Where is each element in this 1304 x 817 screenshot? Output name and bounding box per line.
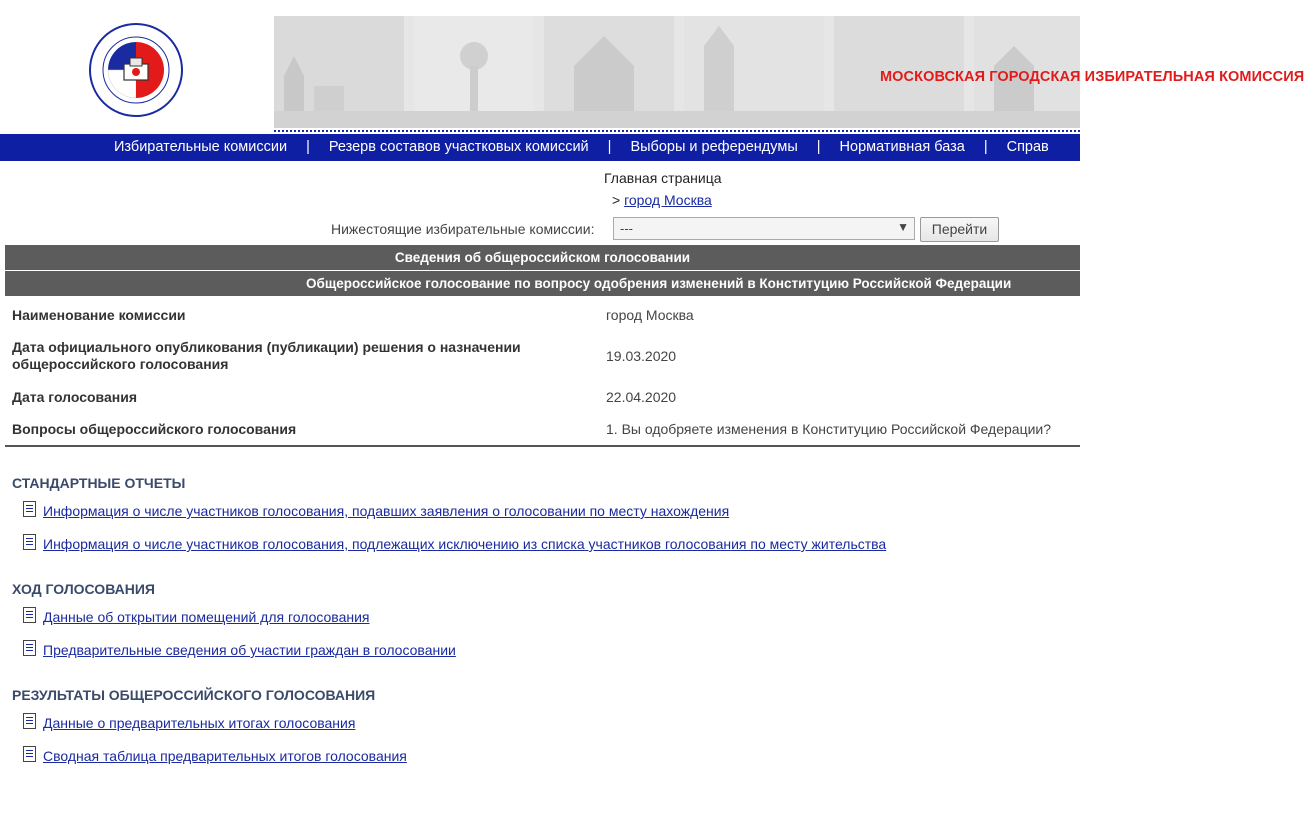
nav-separator: | [816, 139, 821, 155]
site-header [0, 16, 1304, 134]
report-link[interactable]: Данные об открытии помещений для голосования [43, 609, 370, 625]
section-heading-voting-results: РЕЗУЛЬТАТЫ ОБЩЕРОССИЙСКОГО ГОЛОСОВАНИЯ [12, 687, 376, 703]
voting-subtitle: Общероссийское голосование по вопросу одобрения изменений в Конституцию Российской Федерации [306, 276, 1012, 291]
document-icon [23, 501, 36, 517]
lower-commissions-select[interactable] [613, 217, 915, 240]
info-label: Дата официального опубликования (публикации) решения о назначении общероссийского голосования [12, 339, 521, 372]
info-value: город Москва [606, 307, 694, 323]
breadcrumb-home[interactable]: Главная страница [604, 170, 722, 186]
nav-separator: | [306, 139, 310, 155]
report-link[interactable]: Сводная таблица предварительных итогов голосования [43, 748, 407, 764]
dropdown-arrow-icon: ▼ [897, 220, 909, 234]
info-label: Дата голосования [12, 389, 137, 405]
top-navigation [0, 134, 1080, 161]
info-label: Вопросы общероссийского голосования [12, 421, 297, 437]
document-icon [23, 640, 36, 656]
nav-item-elections-referendums[interactable]: Выборы и референдумы [630, 139, 798, 155]
top-strip [0, 0, 1080, 16]
info-value: 22.04.2020 [606, 389, 677, 405]
banner-dotted-divider [274, 130, 1080, 132]
commission-logo[interactable] [88, 22, 184, 118]
section-heading-standard-reports: СТАНДАРТНЫЕ ОТЧЕТЫ [12, 475, 186, 491]
breadcrumb-current[interactable]: город Москва [624, 192, 712, 208]
breadcrumb-prefix: > [612, 192, 621, 208]
voting-subtitle-bar [5, 271, 1080, 296]
info-value: 19.03.2020 [606, 348, 677, 364]
document-icon [23, 746, 36, 762]
section-title-bar: Сведения об общероссийском голосовании [5, 245, 1080, 270]
document-icon [23, 713, 36, 729]
info-divider [5, 445, 1080, 447]
lower-commissions-label: Нижестоящие избирательные комиссии: [331, 221, 595, 237]
nav-item-reference[interactable]: Справ [1006, 139, 1049, 155]
report-link-row [23, 609, 370, 625]
nav-separator: | [983, 139, 988, 155]
report-link-row [23, 748, 407, 764]
nav-item-reserve-staff[interactable]: Резерв составов участковых комиссий [328, 139, 589, 155]
info-label: Наименование комиссии [12, 307, 186, 323]
section-heading-voting-progress: ХОД ГОЛОСОВАНИЯ [12, 581, 155, 597]
logo-area [0, 16, 274, 134]
report-link[interactable]: Данные о предварительных итогах голосования [43, 715, 356, 731]
report-link-row [23, 503, 729, 519]
info-value: 1. Вы одобряете изменения в Конституцию Российской Федерации? [606, 421, 1052, 437]
report-link[interactable]: Информация о числе участников голосования, подавших заявления о голосовании по месту нахождения [43, 503, 730, 519]
breadcrumb [604, 167, 722, 211]
nav-item-election-commissions[interactable]: Избирательные комиссии [114, 139, 288, 155]
report-link[interactable]: Предварительные сведения об участии граждан в голосовании [43, 642, 456, 658]
report-link-row [23, 715, 355, 731]
report-link-row [23, 536, 886, 552]
nav-item-regulatory-base[interactable]: Нормативная база [839, 139, 965, 155]
report-link-row [23, 642, 456, 658]
nav-separator: | [607, 139, 612, 155]
org-title: МОСКОВСКАЯ ГОРОДСКАЯ ИЗБИРАТЕЛЬНАЯ КОМИССИЯ [880, 69, 1304, 85]
document-icon [23, 534, 36, 550]
report-link[interactable]: Информация о числе участников голосования, подлежащих исключению из списка участников голосования по месту жительства [43, 536, 887, 552]
go-button[interactable]: Перейти [920, 217, 999, 242]
document-icon [23, 607, 36, 623]
select-value: --- [620, 221, 633, 236]
kremlin-banner [274, 16, 1304, 128]
